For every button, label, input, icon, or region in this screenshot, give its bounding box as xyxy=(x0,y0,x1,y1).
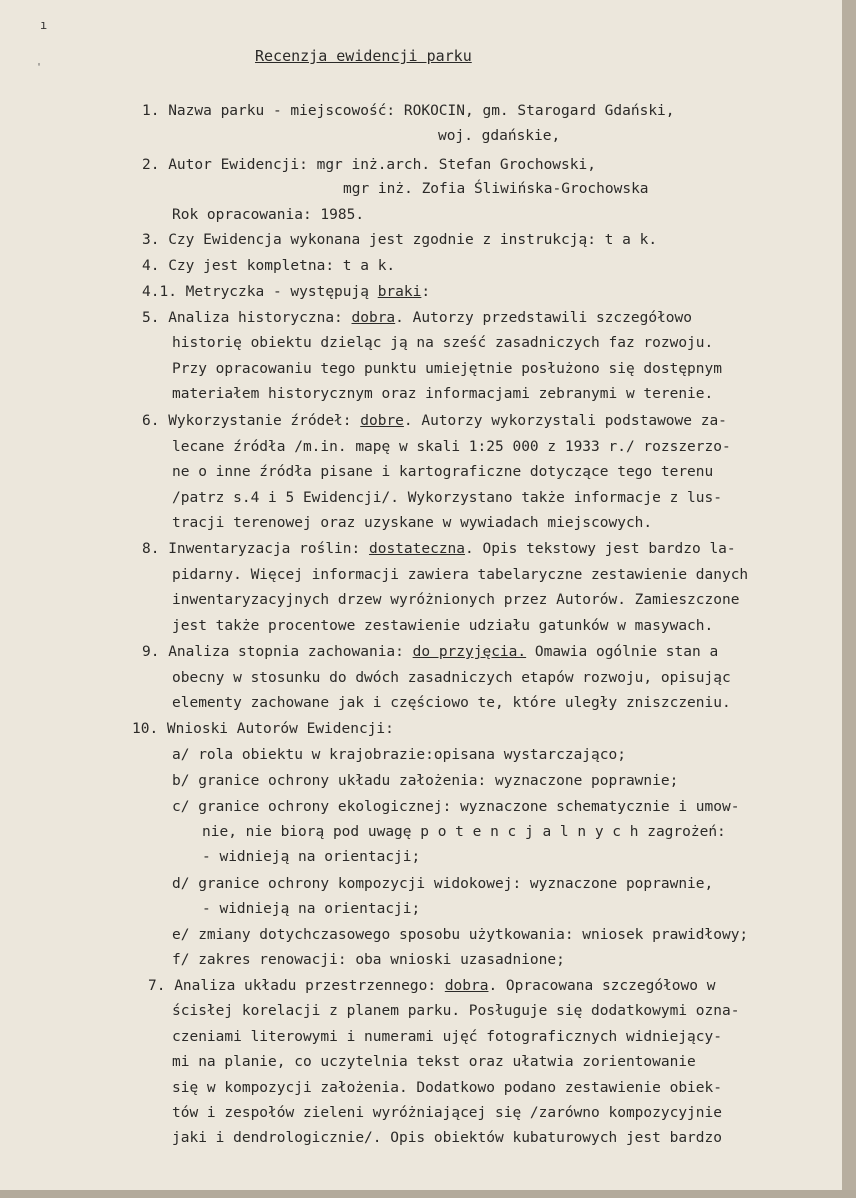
text-line-28 xyxy=(172,799,739,815)
text-segment: woj. gdańskie, xyxy=(438,128,561,144)
text-line-41 xyxy=(172,1130,722,1146)
text-segment: materiałem historycznym oraz informacjami zebranymi w terenie. xyxy=(172,386,714,402)
text-line-20 xyxy=(172,592,739,608)
text-line-12 xyxy=(172,386,713,402)
text-line-40 xyxy=(172,1105,722,1121)
text-line-2 xyxy=(438,128,560,144)
text-segment: pidarny. Więcej informacji zawiera tabelaryczne zestawienie danych xyxy=(172,567,749,583)
text-line-38 xyxy=(172,1054,696,1070)
text-line-30 xyxy=(202,849,420,865)
text-segment: historię obiektu dzieląc ją na sześć zasadniczych faz rozwoju. xyxy=(172,335,714,351)
underlined-term: dobra xyxy=(351,310,396,326)
text-segment: d/ granice ochrony kompozycji widokowej: wyznaczone poprawnie, xyxy=(172,876,714,892)
text-segment: 4. Czy jest kompletna: t a k. xyxy=(142,258,396,274)
text-line-14 xyxy=(172,439,731,455)
text-segment: mi na planie, co uczytelnia tekst oraz ułatwia zorientowanie xyxy=(172,1054,696,1070)
text-segment: jest także procentowe zestawienie udziału gatunków w masywach. xyxy=(172,618,714,634)
text-segment: c/ granice ochrony ekologicznej: wyznaczone schematycznie i umow- xyxy=(172,799,740,815)
text-segment: 4.1. Metryczka - występują xyxy=(142,284,378,300)
text-segment: 10. Wnioski Autorów Ewidencji: xyxy=(132,721,394,737)
text-segment: czeniami literowymi i numerami ujęć fotograficznych widniejący- xyxy=(172,1029,722,1045)
text-line-17 xyxy=(172,515,652,531)
text-line-10 xyxy=(172,335,713,351)
text-segment: nie, nie biorą pod uwagę p o t e n c j a l n y c h zagrożeń: xyxy=(202,824,726,840)
underlined-term: dobre xyxy=(360,413,404,429)
text-line-11 xyxy=(172,361,722,377)
text-segment: 8. Inwentaryzacja roślin: xyxy=(142,541,369,557)
text-line-7 xyxy=(142,258,395,274)
text-segment: . Opracowana szczegółowo w xyxy=(488,978,716,994)
text-line-22 xyxy=(142,644,718,660)
text-line-32 xyxy=(202,901,420,917)
underlined-term: do przyjęcia. xyxy=(412,644,527,660)
text-line-3 xyxy=(142,157,596,173)
text-segment: 7. Analiza układu przestrzennego: xyxy=(148,978,445,994)
text-line-33 xyxy=(172,927,748,943)
text-segment: 5. Analiza historyczna: xyxy=(142,310,352,326)
text-segment: 3. Czy Ewidencja wykonana jest zgodnie z instrukcją: t a k. xyxy=(142,232,658,248)
text-segment: elementy zachowane jak i częściowo te, które uległy zniszczeniu. xyxy=(172,695,731,711)
text-segment: tracji terenowej oraz uzyskane w wywiadach miejscowych. xyxy=(172,515,653,531)
text-segment: jaki i dendrologicznie/. Opis obiektów kubaturowych jest bardzo xyxy=(172,1130,722,1146)
text-segment: Przy opracowaniu tego punktu umiejętnie posłużono się dostępnym xyxy=(172,361,722,377)
text-line-31 xyxy=(172,876,713,892)
text-line-34 xyxy=(172,952,565,968)
text-segment: obecny w stosunku do dwóch zasadniczych etapów rozwoju, opisując xyxy=(172,670,731,686)
margin-mark-small: ' xyxy=(36,62,43,73)
text-segment: . Autorzy wykorzystali podstawowe za- xyxy=(403,413,727,429)
text-line-26 xyxy=(172,747,626,763)
underlined-term: dostateczna xyxy=(368,541,466,557)
text-segment: ne o inne źródła pisane i kartograficzne dotyczące tego terenu xyxy=(172,464,714,480)
text-segment: Rok opracowania: 1985. xyxy=(172,207,365,223)
text-line-9 xyxy=(142,310,692,326)
text-segment: . Autorzy przedstawili szczegółowo xyxy=(395,310,692,326)
text-segment: - widnieją na orientacji; xyxy=(202,849,421,865)
text-line-27 xyxy=(172,773,678,789)
text-segment: mgr inż. Zofia Śliwińska-Grochowska xyxy=(343,181,649,197)
text-segment: się w kompozycji założenia. Dodatkowo podano zestawienie obiek- xyxy=(172,1080,722,1096)
text-line-4 xyxy=(343,181,649,197)
text-line-13 xyxy=(142,413,727,429)
text-segment: /patrz s.4 i 5 Ewidencji/. Wykorzystano także informacje z lus- xyxy=(172,490,722,506)
text-segment: inwentaryzacyjnych drzew wyróżnionych przez Autorów. Zamieszczone xyxy=(172,592,740,608)
text-line-6 xyxy=(142,232,657,248)
text-segment: : xyxy=(421,284,431,300)
text-line-23 xyxy=(172,670,731,686)
margin-mark: ı xyxy=(40,18,48,32)
text-line-15 xyxy=(172,464,713,480)
text-line-5 xyxy=(172,207,364,223)
text-segment: lecane źródła /m.in. mapę w skali 1:25 000 z 1933 r./ rozszerzo- xyxy=(172,439,731,455)
text-line-39 xyxy=(172,1080,722,1096)
text-line-36 xyxy=(172,1003,739,1019)
text-line-16 xyxy=(172,490,722,506)
text-segment: a/ rola obiektu w krajobrazie:opisana wystarczająco; xyxy=(172,747,626,763)
text-segment: 6. Wykorzystanie źródeł: xyxy=(142,413,361,429)
document-title: Recenzja ewidencji parku xyxy=(255,47,472,65)
text-line-18 xyxy=(142,541,736,557)
text-line-35 xyxy=(148,978,715,994)
text-segment: 1. Nazwa parku - miejscowość: ROKOCIN, gm. Starogard Gdański, xyxy=(142,103,675,119)
text-segment: e/ zmiany dotychczasowego sposobu użytkowania: wniosek prawidłowy; xyxy=(172,927,749,943)
page-edge-right xyxy=(842,0,856,1198)
text-segment: f/ zakres renowacji: oba wnioski uzasadnione; xyxy=(172,952,565,968)
text-segment: 2. Autor Ewidencji: mgr inż.arch. Stefan Grochowski, xyxy=(142,157,596,173)
text-line-29 xyxy=(202,824,726,840)
text-segment: . Opis tekstowy jest bardzo la- xyxy=(465,541,736,557)
text-segment: - widnieją na orientacji; xyxy=(202,901,421,917)
text-line-21 xyxy=(172,618,713,634)
underlined-term: dobra xyxy=(444,978,489,994)
text-segment: tów i zespołów zieleni wyróżniającej się /zarówno kompozycyjnie xyxy=(172,1105,722,1121)
text-segment: 9. Analiza stopnia zachowania: xyxy=(142,644,413,660)
text-segment: Omawia ogólnie stan a xyxy=(526,644,719,660)
text-segment: b/ granice ochrony układu założenia: wyznaczone poprawnie; xyxy=(172,773,679,789)
page-edge-bottom xyxy=(0,1190,856,1198)
text-line-37 xyxy=(172,1029,722,1045)
text-line-25 xyxy=(132,721,394,737)
text-line-8 xyxy=(142,284,430,300)
text-line-24 xyxy=(172,695,731,711)
text-segment: ścisłej korelacji z planem parku. Posługuje się dodatkowymi ozna- xyxy=(172,1003,740,1019)
text-line-19 xyxy=(172,567,748,583)
text-line-1 xyxy=(142,103,675,119)
underlined-term: braki xyxy=(377,284,422,300)
